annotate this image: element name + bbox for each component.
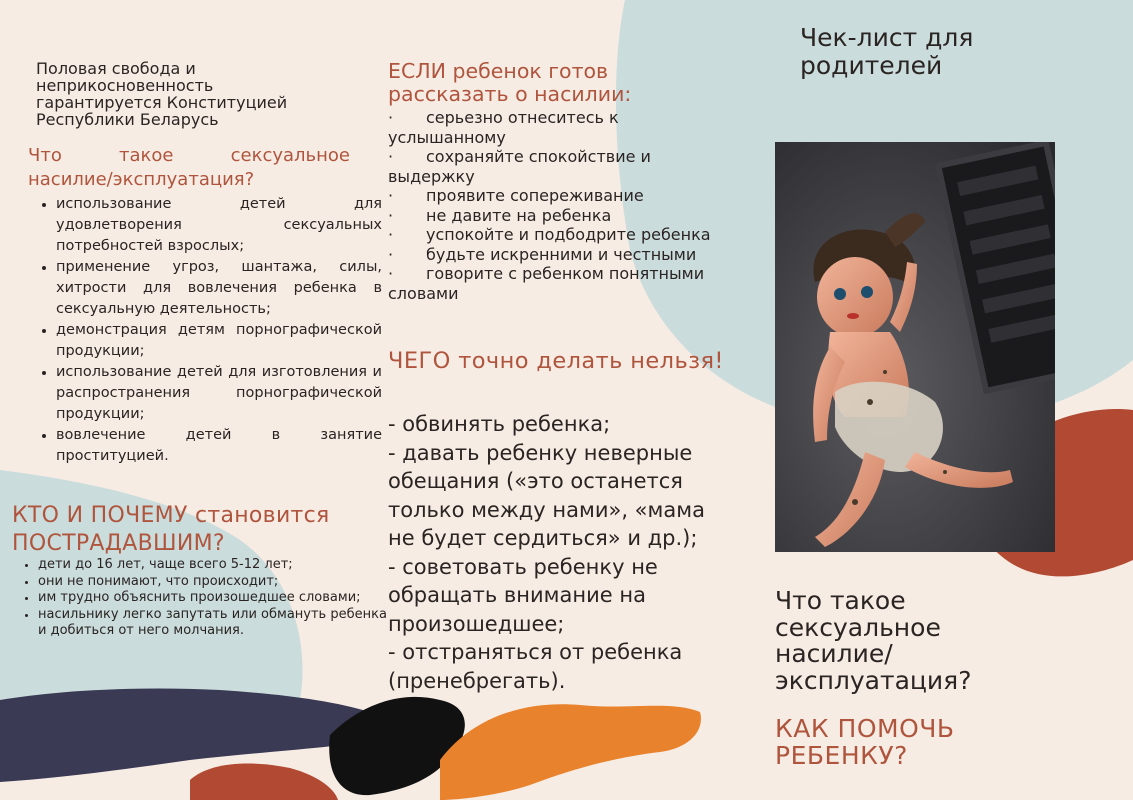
intro-line: Половая свобода и	[36, 59, 196, 78]
list-item-continuation	[388, 167, 768, 187]
bullet-dot: ·	[388, 205, 394, 225]
bullet-dot: ·	[388, 244, 394, 264]
rust-blob-bottom	[190, 764, 338, 800]
bullet-dot: ·	[388, 108, 394, 127]
list-line: обращать внимание на	[388, 583, 646, 607]
list-line: только между нами», «мама	[388, 497, 705, 522]
list-line: - давать ребенку неверные	[388, 440, 693, 465]
list-item: • дети до 16 лет, чаще всего 5-12 лет;	[38, 557, 394, 574]
title-line: сексуальное	[775, 612, 941, 642]
orange-brush-stroke	[440, 704, 701, 800]
broken-doll-photo	[775, 142, 1055, 552]
if-child-ready-heading	[388, 60, 708, 106]
heading-line: насилие/эксплуатация?	[28, 169, 255, 190]
intro-line: неприкосновенность	[36, 76, 214, 95]
list-item	[388, 245, 768, 265]
if-child-ready-list	[388, 108, 768, 303]
list-item: • использование детей для удовлетворения сексуальных потребностей взрослых;	[56, 194, 382, 257]
list-item: • демонстрация детям порнографической продукции;	[56, 320, 382, 362]
item-text: проявите сопереживание	[426, 186, 644, 205]
intro-line: Республики Беларусь	[36, 110, 219, 129]
title-line: Чек-лист для	[800, 23, 974, 52]
heading-line: рассказать о насилии:	[388, 82, 632, 106]
what-not-to-do-heading: ЧЕГО точно делать нельзя!	[388, 348, 724, 374]
item-text: услышанному	[388, 127, 506, 147]
list-line: - отстраняться от ребенка	[388, 640, 683, 664]
item-text: сохраняйте спокойствие и	[426, 147, 651, 166]
bullet-dot: ·	[388, 147, 394, 166]
item-text: не давите на ребенка	[426, 205, 612, 225]
list-item-continuation	[388, 128, 768, 148]
item-text: говорите с ребенком понятными	[426, 264, 705, 283]
heading-line: ПОСТРАДАВШИМ?	[12, 531, 225, 556]
item-text: серьезно отнеситесь к	[426, 108, 619, 127]
abuse-definition-list	[24, 194, 382, 467]
title-line: эксплуатация?	[775, 665, 972, 695]
how-to-help-title	[775, 716, 1105, 769]
heading-line: ЕСЛИ ребенок готов	[388, 59, 609, 83]
who-becomes-victim-heading	[12, 502, 362, 558]
list-item: • им трудно объяснить произошедшее словами;	[38, 590, 394, 607]
list-item-continuation	[388, 284, 768, 304]
checklist-title	[800, 24, 1060, 80]
title-line: родителей	[800, 51, 943, 80]
list-item: • применение угроз, шантажа, силы, хитрости для вовлечения ребенка в сексуальную деятельность;	[56, 257, 382, 320]
what-is-abuse-title	[775, 588, 1105, 694]
what-not-to-do-list	[388, 410, 738, 695]
title-line: насилие/	[775, 639, 893, 668]
list-line: произошедшее;	[388, 611, 565, 636]
list-item: • насильнику легко запутать или обмануть ребенка и добиться от него молчания.	[38, 607, 394, 640]
what-is-abuse-heading	[28, 144, 350, 192]
title-line: Что такое	[775, 586, 906, 615]
list-item	[388, 186, 768, 206]
list-item	[388, 206, 768, 226]
title-line: КАК ПОМОЧЬ	[775, 714, 955, 743]
bullet-dot: ·	[388, 264, 394, 283]
list-line: - обвинять ребенка;	[388, 412, 611, 436]
item-text: словами	[388, 283, 459, 303]
intro-line: гарантируется Конституцией	[36, 93, 288, 112]
list-item: • вовлечение детей в занятие проституцией.	[56, 425, 382, 467]
list-line: (пренебрегать).	[388, 668, 566, 693]
heading-line: КТО И ПОЧЕМУ становится	[12, 503, 330, 528]
list-line: не будет сердиться» и др.);	[388, 526, 698, 550]
victim-reasons-list	[6, 557, 394, 640]
list-item	[388, 147, 768, 167]
bullet-dot: ·	[388, 186, 394, 205]
bullet-dot: ·	[388, 225, 394, 244]
item-text: выдержку	[388, 166, 475, 186]
navy-brush-stroke	[0, 688, 380, 782]
list-item: • они не понимают, что происходит;	[38, 574, 394, 591]
item-text: будьте искренними и честными	[426, 244, 697, 264]
item-text: успокойте и подбодрите ребенка	[426, 225, 711, 244]
heading-line: Что такое сексуальное	[28, 145, 350, 166]
list-item	[388, 264, 768, 284]
list-line: - советовать ребенку не	[388, 554, 658, 579]
list-item: • использование детей для изготовления и распространения порнографической продукции;	[56, 362, 382, 425]
list-item	[388, 225, 768, 245]
constitution-note	[36, 60, 336, 128]
list-item	[388, 108, 768, 128]
list-line: обещания («это останется	[388, 469, 683, 493]
title-line: РЕБЕНКУ?	[775, 740, 908, 770]
